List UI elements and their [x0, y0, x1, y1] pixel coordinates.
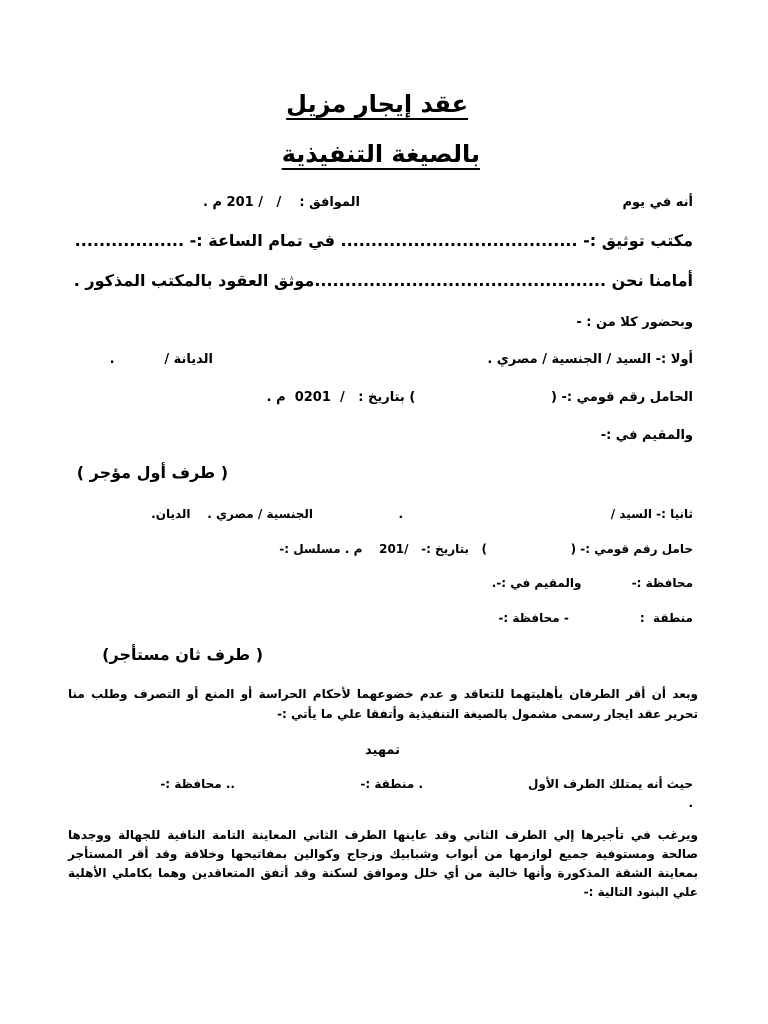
date-intro: أنه في يوم [622, 195, 693, 210]
terms-paragraph: ويرغب في تأجيرها إلي الطرف الثاني وقد عاينها الطرف الثاني المعاينة التامة النافية للجهالة ووجدها صالحة ومستوفية جميع لوازمها من أبواب وشبابيك وزجاج وكوالين بمفاتيحها وخلافة وقد أقر المستأجر بمعاينة الشقة المذكورة وأنها خالية من أي خلل وموافق لسكنة وقد أتفق المتعاقدين وهما بكاملي الأهلية علي البنود التالية :- [68, 828, 698, 899]
date-value: الموافق : / / 201 م . [203, 195, 360, 210]
whereas-area: . منطقة :- [360, 777, 423, 791]
document-title: عقد إيجار مزيل [286, 90, 468, 118]
second-party-nationality: الجنسية / مصري . الديان. [151, 507, 313, 521]
first-party-id: الحامل رقم قومي :- ( ) بتاريخ : / 0201 م . [266, 390, 693, 405]
second-party-dot: . [398, 507, 403, 521]
second-party-role: ( طرف ثان مستأجر) [102, 645, 263, 664]
office-line: مكتب توثيق :- ....................................... في تمام الساعة :- .................. [74, 231, 693, 250]
whereas-governorate: .. محافظة :- [160, 777, 235, 791]
attendance-line: وبحضور كلا من : - [576, 315, 693, 330]
first-party-residence: والمقيم في :- [600, 428, 693, 443]
second-party-id: حامل رقم قومي :- ( ) بتاريخ :- /201 م . مسلسل :- [279, 542, 693, 556]
whereas-owner: حيث أنه يمتلك الطرف الأول [527, 777, 693, 791]
second-party-name: ثانيا :- السيد / [610, 507, 693, 521]
second-party-governorate: محافظة :- والمقيم في :-. [491, 576, 693, 590]
first-party-role: ( طرف أول مؤجر ) [76, 463, 228, 482]
document-subtitle: بالصيغة التنفيذية [281, 140, 480, 168]
first-party-name: أولا :- السيد / الجنسية / مصري . [487, 352, 693, 367]
preamble-paragraph: وبعد أن أقر الطرفان بأهليتهما للتعاقد و عدم خضوعهما لأحكام الحراسة أو المنع أو التصرف وطلب منا تحرير عقد ايجار رسمى مشمول بالصيغة التنفيذية وأتفقا علي ما يأتي :- [68, 687, 698, 721]
whereas-dot: . [688, 796, 693, 810]
second-party-area: منطقة : - محافظة :- [498, 611, 693, 625]
notary-line: أمامنا نحن ................................................موثق العقود بالمكتب المذكور . [73, 271, 693, 290]
intro-heading: تمهيد [365, 743, 400, 758]
first-party-religion: الديانة / . [109, 352, 213, 367]
